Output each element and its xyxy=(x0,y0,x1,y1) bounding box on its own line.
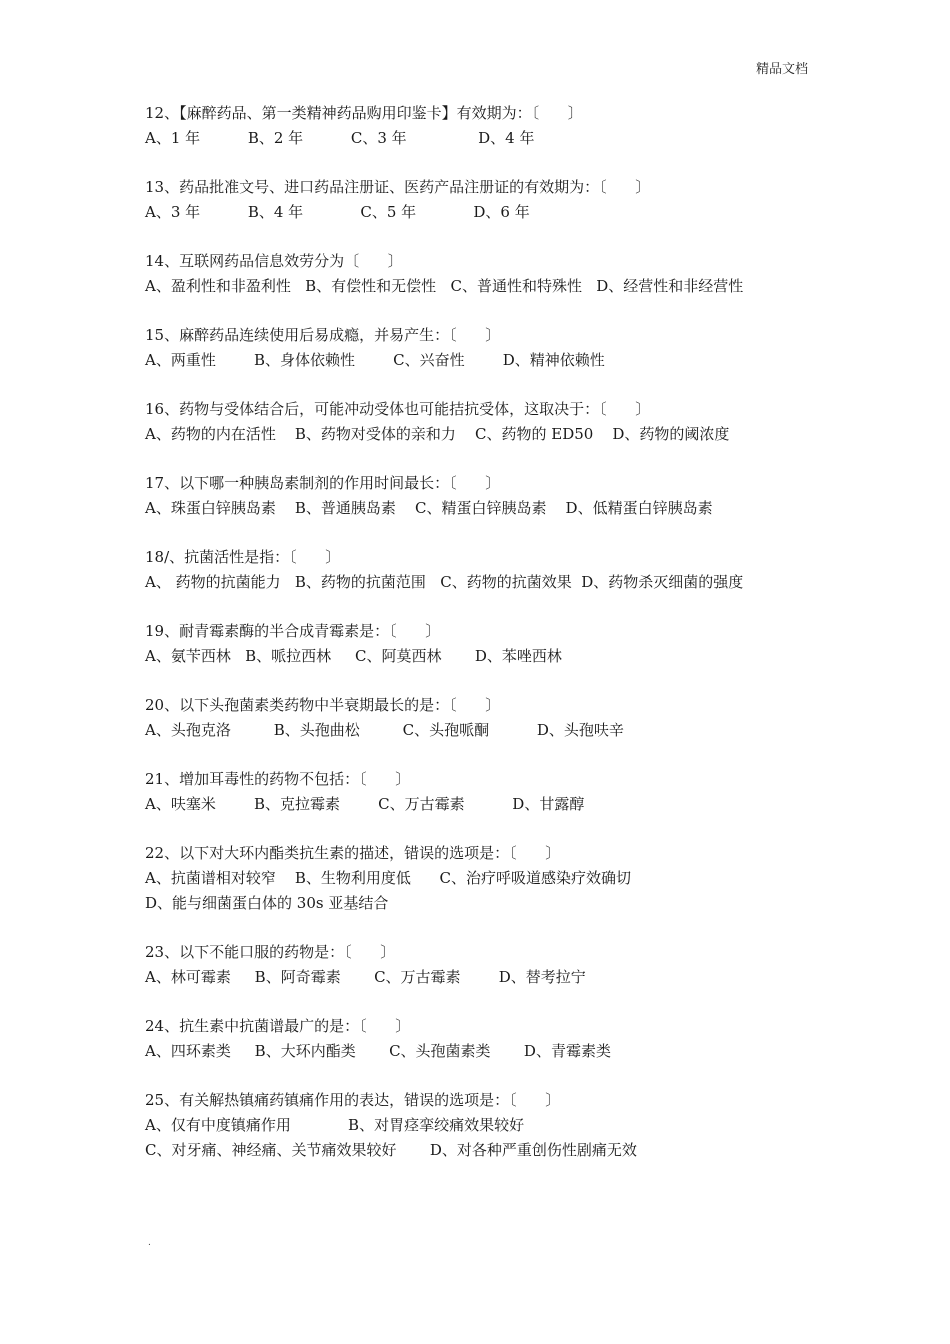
answer-options-line: A、 药物的抗菌能力 B、药物的抗菌范围 C、药物的抗菌效果 D、药物杀灭细菌的强度 xyxy=(145,573,744,591)
question-title: 17、以下哪一种胰岛素制剂的作用时间最长：〔 〕 xyxy=(145,474,501,492)
question-block xyxy=(145,1014,835,1064)
answer-options-line: D、能与细菌蛋白体的 30s 亚基结合 xyxy=(145,894,389,912)
question-block xyxy=(145,249,835,299)
question-block xyxy=(145,1088,835,1163)
question-block xyxy=(145,545,835,595)
footer-mark: . xyxy=(148,1238,151,1248)
answer-options-line: A、抗菌谱相对较窄 B、生物利用度低 C、治疗呼吸道感染疗效确切 xyxy=(145,869,632,887)
question-title: 16、药物与受体结合后，可能冲动受体也可能拮抗受体，这取决于：〔 〕 xyxy=(145,400,651,418)
question-block xyxy=(145,619,835,669)
question-list xyxy=(145,101,835,1187)
answer-options-line: A、两重性 B、身体依赖性 C、兴奋性 D、精神依赖性 xyxy=(145,351,605,369)
question-title: 24、抗生素中抗菌谱最广的是：〔 〕 xyxy=(145,1017,411,1035)
answer-options-line: A、仅有中度镇痛作用 B、对胃痉挛绞痛效果较好 xyxy=(145,1116,525,1134)
answer-options-line: A、头孢克洛 B、头孢曲松 C、头孢哌酮 D、头孢呋辛 xyxy=(145,721,624,739)
question-title: 25、有关解热镇痛药镇痛作用的表达，错误的选项是：〔 〕 xyxy=(145,1091,561,1109)
question-title: 14、互联网药品信息效劳分为〔 〕 xyxy=(145,252,403,270)
answer-options-line: A、药物的内在活性 B、药物对受体的亲和力 C、药物的 ED50 D、药物的阈浓度 xyxy=(145,425,730,443)
answer-options-line: A、四环素类 B、大环内酯类 C、头孢菌素类 D、青霉素类 xyxy=(145,1042,611,1060)
answer-options-line: A、氨苄西林 B、哌拉西林 C、阿莫西林 D、苯唑西林 xyxy=(145,647,562,665)
question-title: 19、耐青霉素酶的半合成青霉素是：〔 〕 xyxy=(145,622,441,640)
answer-options-line: A、珠蛋白锌胰岛素 B、普通胰岛素 C、精蛋白锌胰岛素 D、低精蛋白锌胰岛素 xyxy=(145,499,713,517)
question-block xyxy=(145,940,835,990)
answer-options-line: A、盈利性和非盈利性 B、有偿性和无偿性 C、普通性和特殊性 D、经营性和非经营性 xyxy=(145,277,744,295)
question-block xyxy=(145,323,835,373)
question-title: 22、以下对大环内酯类抗生素的描述，错误的选项是：〔 〕 xyxy=(145,844,561,862)
question-block xyxy=(145,175,835,225)
question-block xyxy=(145,693,835,743)
question-block xyxy=(145,471,835,521)
question-block xyxy=(145,101,835,151)
answer-options-line: C、对牙痛、神经痛、关节痛效果较好 D、对各种严重创伤性剧痛无效 xyxy=(145,1141,637,1159)
question-title: 13、药品批准文号、进口药品注册证、医药产品注册证的有效期为：〔 〕 xyxy=(145,178,651,196)
question-title: 15、麻醉药品连续使用后易成瘾，并易产生：〔 〕 xyxy=(145,326,501,344)
answer-options-line: A、林可霉素 B、阿奇霉素 C、万古霉素 D、替考拉宁 xyxy=(145,968,586,986)
question-block xyxy=(145,841,835,916)
question-block xyxy=(145,767,835,817)
page-header-label: 精品文档 xyxy=(755,62,808,77)
question-block xyxy=(145,397,835,447)
question-title: 18/、抗菌活性是指：〔 〕 xyxy=(145,548,341,566)
question-title: 20、以下头孢菌素类药物中半衰期最长的是：〔 〕 xyxy=(145,696,501,714)
question-title: 23、以下不能口服的药物是：〔 〕 xyxy=(145,943,396,961)
answer-options-line: A、1 年 B、2 年 C、3 年 D、4 年 xyxy=(145,129,535,147)
answer-options-line: A、呋塞米 B、克拉霉素 C、万古霉素 D、甘露醇 xyxy=(145,795,585,813)
question-title: 21、增加耳毒性的药物不包括：〔 〕 xyxy=(145,770,411,788)
question-title: 12、【麻醉药品、第一类精神药品购用印鉴卡】有效期为：〔 〕 xyxy=(145,104,583,122)
answer-options-line: A、3 年 B、4 年 C、5 年 D、6 年 xyxy=(145,203,530,221)
